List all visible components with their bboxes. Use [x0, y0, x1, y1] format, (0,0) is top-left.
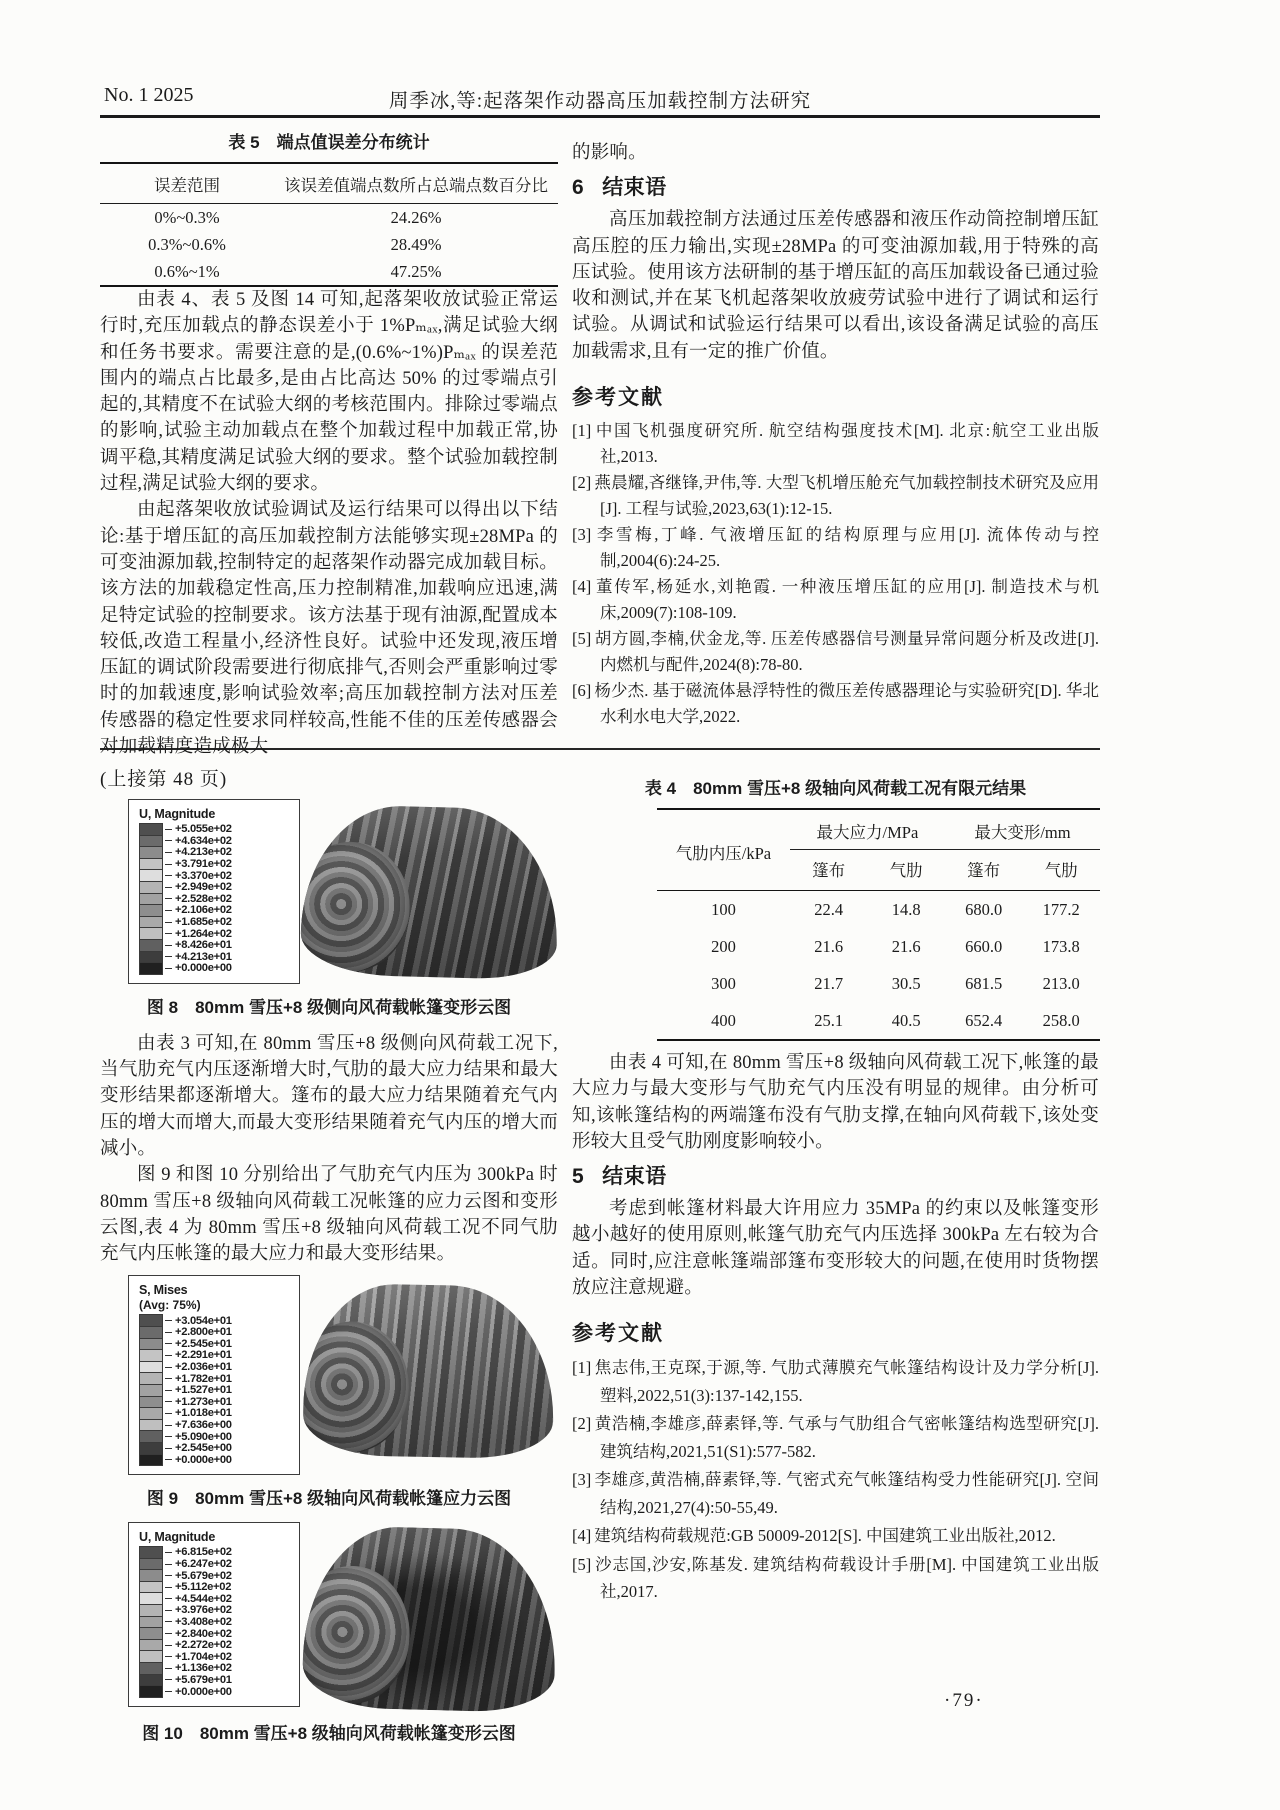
- table-row: [657, 965, 1100, 1002]
- figure8: [100, 799, 558, 984]
- legend-value: +2.545e+01: [175, 1337, 232, 1350]
- continued-from-note: (上接第 48 页): [100, 769, 228, 790]
- reference-text: 焦志伟,王克琛,于源,等. 气肋式薄膜充气帐篷结构设计及力学分析[J]. 塑料,2022,51(3):137-142,155.: [594, 1358, 1099, 1405]
- legend-tick: [165, 922, 172, 923]
- reference-item: [572, 470, 1099, 522]
- legend-value: +6.247e+02: [175, 1558, 232, 1570]
- legend-value: +1.527e+01: [175, 1384, 232, 1397]
- running-title: 周季冰,等:起落架作动器高压加载控制方法研究: [388, 91, 812, 112]
- legend-tick: [165, 1436, 172, 1437]
- legend-value: +3.370e+02: [175, 869, 232, 882]
- paragraph: 图 9 和图 10 分别给出了气肋充气内压为 300kPa 时 80mm 雪压+8 级轴向风荷载工况帐篷的应力云图和变形云图,表 4 为 80mm 雪压+8 级轴向风荷载工况不同气肋充气内压帐篷的最大应力和最大变形结果。: [100, 1165, 558, 1265]
- reference-item: [572, 1354, 1099, 1409]
- carryover-line: 的影响。: [572, 143, 647, 163]
- figure10-caption: 图 10 80mm 雪压+8 级轴向风荷载帐篷变形云图: [142, 1724, 516, 1744]
- legend-tick: [165, 956, 172, 957]
- percentage-cell: 47.25%: [390, 261, 442, 281]
- reference-label: [1]: [572, 421, 592, 441]
- legend-value: +4.213e+01: [175, 950, 232, 963]
- header-rule: [100, 115, 1100, 118]
- legend-value: +1.264e+02: [175, 927, 232, 940]
- reference-label: [3]: [572, 1470, 592, 1490]
- legend-tick: [165, 1425, 172, 1426]
- legend-tick: [165, 1679, 172, 1680]
- reference-list: [572, 418, 1099, 730]
- legend-value: +8.426e+01: [175, 939, 232, 952]
- reference-label: [1]: [572, 1358, 592, 1378]
- legend-tick: [165, 898, 172, 899]
- pressure-cell: 300: [711, 973, 736, 993]
- legend-tick: [165, 829, 172, 830]
- legend-tick: [165, 1691, 172, 1692]
- pressure-cell: 400: [711, 1010, 736, 1030]
- legend-tick: [165, 1621, 172, 1622]
- pressure-cell: 100: [711, 899, 736, 919]
- legend-value: +3.408e+02: [175, 1615, 232, 1628]
- error-range-cell: 0.6%~1%: [154, 261, 220, 281]
- figure8-legend: [128, 799, 300, 984]
- reference-label: [4]: [572, 1526, 592, 1546]
- legend-value: +4.213e+02: [175, 846, 232, 859]
- legend-value: +3.791e+02: [175, 858, 232, 871]
- reference-label: [5]: [572, 629, 592, 649]
- paragraph: 考虑到帐篷材料最大许用应力 35MPa 的约束以及帐篷变形越小越好的使用原则,帐篷气肋充气内压选择 300kPa 左右较为合适。同时,应注意帐篷端部篷布变形较大的问题,在使用时货物摆放应注意规避。: [572, 1199, 1099, 1299]
- legend-value: +2.036e+01: [175, 1361, 232, 1374]
- legend-value: +2.840e+02: [175, 1627, 232, 1640]
- reference-item: [572, 678, 1099, 730]
- figure9: [100, 1275, 558, 1475]
- reference-text: 董传军,杨延水,刘艳霞. 一种液压增压缸的应用[J]. 制造技术与机床,2009(7):108-109.: [594, 577, 1099, 623]
- reference-text: 中国飞机强度研究所. 航空结构强度技术[M]. 北京:航空工业出版社,2013.: [594, 421, 1099, 467]
- subheader-canvas: 篷布: [945, 850, 1023, 891]
- table5-header-error-range: 误差范围: [100, 163, 274, 204]
- legend-entry: [139, 1454, 293, 1467]
- reference-text: 黄浩楠,李雄彦,薛素铎,等. 气承与气肋组合气密帐篷结构选型研究[J]. 建筑结构,2021,51(S1):577-582.: [594, 1414, 1099, 1461]
- reference-item: [572, 1466, 1099, 1521]
- journal-issue: No. 1 2025: [104, 84, 194, 106]
- reference-text: 李雄彦,黄浩楠,薛素铎,等. 气密式充气帐篷结构受力性能研究[J]. 空间结构,2021,27(4):50-55,49.: [594, 1470, 1099, 1517]
- table4: [657, 808, 1100, 1041]
- table5-caption: 表 5 端点值误差分布统计: [228, 133, 430, 152]
- references-heading: 参考文献: [572, 1322, 664, 1346]
- table-row: [657, 891, 1100, 929]
- stress-canvas-cell: 21.7: [814, 973, 844, 993]
- legend-tick: [165, 1552, 172, 1553]
- legend-tick: [165, 1320, 172, 1321]
- legend-tick: [165, 945, 172, 946]
- reference-text: 建筑结构荷载规范:GB 50009-2012[S]. 中国建筑工业出版社,2012.: [594, 1526, 1056, 1546]
- figure9-tent-contour-image: [303, 1283, 556, 1459]
- deformation-rib-cell: 177.2: [1042, 899, 1080, 919]
- reference-item: [572, 1522, 1099, 1550]
- reference-list: [572, 1354, 1099, 1606]
- stress-canvas-cell: 21.6: [814, 936, 844, 956]
- section-number: 5: [572, 1165, 585, 1189]
- legend-tick: [165, 1656, 172, 1657]
- legend-tick: [165, 1343, 172, 1344]
- reference-text: 胡方圆,李楠,伏金龙,等. 压差传感器信号测量异常问题分析及改进[J]. 内燃机与配件,2024(8):78-80.: [594, 629, 1099, 675]
- section-5-heading: [572, 1160, 1099, 1190]
- legend-tick: [165, 933, 172, 934]
- deformation-rib-cell: 173.8: [1042, 936, 1080, 956]
- legend-subtitle: (Avg: 75%): [139, 1298, 201, 1313]
- legend-value: +4.634e+02: [175, 834, 232, 847]
- right-column-top: [572, 140, 1099, 730]
- percentage-cell: 28.49%: [390, 234, 442, 254]
- legend-tick: [165, 1413, 172, 1414]
- legend-value: +2.291e+01: [175, 1349, 232, 1362]
- legend-tick: [165, 1587, 172, 1588]
- page-number: ·79·: [944, 1690, 984, 1711]
- legend-entry: [139, 1685, 293, 1698]
- legend-tick: [165, 1575, 172, 1576]
- figure9-legend: [128, 1275, 300, 1475]
- legend-color-swatch: [139, 962, 163, 975]
- table4-header-max-deformation: 最大变形/mm: [945, 809, 1100, 850]
- legend-tick: [165, 864, 172, 865]
- reference-label: [2]: [572, 473, 592, 493]
- legend-tick: [165, 1401, 172, 1402]
- table-row: [657, 928, 1100, 965]
- error-range-cell: 0%~0.3%: [154, 207, 220, 227]
- legend-tick: [165, 968, 172, 969]
- deformation-canvas-cell: 660.0: [965, 936, 1003, 956]
- legend-title: S, Mises: [139, 1283, 188, 1298]
- legend-tick: [165, 840, 172, 841]
- legend-tick: [165, 1564, 172, 1565]
- stress-rib-cell: 14.8: [891, 899, 921, 919]
- legend-value: +2.528e+02: [175, 892, 232, 905]
- legend-value: +0.000e+00: [175, 1685, 232, 1698]
- paragraph: 高压加载控制方法通过压差传感器和液压作动筒控制增压缸高压腔的压力输出,实现±28MPa 的可变油源加载,用于特殊的高压试验。使用该方法研制的基于增压缸的高压加载设备已通过验收和测试,并在某飞机起落架收放疲劳试验中进行了调试和运行试验。从调试和试验运行结果可以看出,该设备满足试验的高压加载需求,且有一定的推广价值。: [572, 210, 1099, 362]
- legend-tick: [165, 1367, 172, 1368]
- legend-value: +1.018e+01: [175, 1407, 232, 1420]
- legend-value: +3.976e+02: [175, 1604, 232, 1617]
- legend-color-swatch: [139, 1685, 163, 1698]
- legend-value: +0.000e+00: [175, 962, 232, 975]
- subheader-rib: 气肋: [867, 850, 945, 891]
- legend-value: +5.679e+02: [175, 1569, 232, 1582]
- legend-tick: [165, 1332, 172, 1333]
- reference-text: 杨少杰. 基于磁流体悬浮特性的微压差传感器理论与实验研究[D]. 华北水利水电大学,2022.: [594, 681, 1099, 727]
- left-column-bottom: [100, 762, 558, 1744]
- stress-canvas-cell: 25.1: [814, 1010, 844, 1030]
- legend-value: +6.815e+02: [175, 1546, 232, 1559]
- deformation-rib-cell: 213.0: [1042, 973, 1080, 993]
- legend-value: +1.685e+02: [175, 916, 232, 929]
- figure8-caption: 图 8 80mm 雪压+8 级侧向风荷载帐篷变形云图: [146, 997, 512, 1017]
- reference-item: [572, 522, 1099, 574]
- paragraph: 由表 4 可知,在 80mm 雪压+8 级轴向风荷载工况下,帐篷的最大应力与最大变形与气肋充气内压没有明显的规律。由分析可知,该帐篷结构的两端篷布没有气肋支撑,在轴向风荷载下,该处变形较大且受气肋刚度影响较小。: [572, 1053, 1099, 1152]
- section-title: 结束语: [602, 1165, 667, 1189]
- deformation-canvas-cell: 681.5: [965, 973, 1003, 993]
- paragraph: 由表 4、表 5 及图 14 可知,起落架收放试验正常运行时,充压加载点的静态误差小于 1%Pₘₐₓ,满足试验大纲和任务书要求。需要注意的是,(0.6%~1%)Pₘₐₓ 的误差范围内的端点占比最多,是由占比高达 50% 的过零端点引起的,其精度不在试验大纲的考核范围内。排除过零端点的影响,试验主动加载点在整个加载过程中加载正常,协调平稳,其精度满足试验大纲的要求。整个试验加载控制过程,满足试验大纲的要求。: [100, 290, 558, 495]
- legend-value: +7.636e+00: [175, 1419, 232, 1432]
- legend-tick: [165, 1459, 172, 1460]
- figure10-legend: [128, 1522, 300, 1707]
- table5: [100, 162, 558, 287]
- legend-value: +1.704e+02: [175, 1650, 232, 1663]
- legend-tick: [165, 1633, 172, 1634]
- legend-tick: [165, 1378, 172, 1379]
- reference-item: [572, 1551, 1099, 1606]
- legend-value: +5.090e+00: [175, 1430, 232, 1443]
- section-number: 6: [572, 176, 585, 200]
- subheader-canvas: 篷布: [790, 850, 868, 891]
- paragraph: 由起落架收放试验调试及运行结果可以得出以下结论:基于增压缸的高压加载控制方法能够实现±28MPa 的可变油源加载,控制特定的起落架作动器完成加载目标。该方法的加载稳定性高,压力控制精准,加载响应迅速,满足特定试验的控制要求。该方法基于现有油源,配置成本较低,改造工程量小,经济性良好。试验中还发现,液压增压缸的调试阶段需要进行彻底排气,否则会严重影响过零时的加载速度,影响试验效率;高压加载控制方法对压差传感器的稳定性要求同样较高,性能不佳的压差传感器会对加载精度造成极大: [100, 500, 558, 758]
- legend-value: +2.545e+00: [175, 1442, 232, 1455]
- legend-value: +4.544e+02: [175, 1592, 232, 1605]
- legend-value: +5.055e+02: [175, 823, 232, 836]
- percentage-cell: 24.26%: [390, 207, 442, 227]
- legend-value: +2.272e+02: [175, 1639, 232, 1652]
- legend-value: +2.106e+02: [175, 904, 232, 917]
- legend-tick: [165, 887, 172, 888]
- legend-value: +3.054e+01: [175, 1314, 232, 1327]
- deformation-canvas-cell: 652.4: [965, 1010, 1003, 1030]
- legend-value: +5.112e+02: [175, 1581, 232, 1594]
- legend-tick: [165, 1355, 172, 1356]
- legend-value: +2.800e+01: [175, 1326, 232, 1339]
- reference-item: [572, 574, 1099, 626]
- deformation-canvas-cell: 680.0: [965, 899, 1003, 919]
- reference-item: [572, 1410, 1099, 1465]
- legend-tick: [165, 1598, 172, 1599]
- references-heading: 参考文献: [572, 386, 664, 410]
- table5-header-percentage: 该误差值端点数所占总端点数百分比: [274, 163, 558, 204]
- legend-title: U, Magnitude: [139, 1530, 216, 1545]
- table4-header-pressure: 气肋内压/kPa: [657, 809, 790, 891]
- subheader-rib: 气肋: [1022, 850, 1100, 891]
- paragraph: 由表 3 可知,在 80mm 雪压+8 级侧向风荷载工况下,当气肋充气内压逐渐增大时,气肋的最大应力结果和最大变形结果都逐渐增大。篷布的最大应力结果随着充气内压的增大而增大,而最大变形结果随着充气内压的增大而减小。: [100, 1033, 558, 1159]
- legend-tick: [165, 852, 172, 853]
- table-row: [100, 204, 558, 232]
- stress-canvas-cell: 22.4: [814, 899, 844, 919]
- table-row: [100, 231, 558, 258]
- legend-value: +1.136e+02: [175, 1662, 232, 1675]
- reference-label: [4]: [572, 577, 592, 597]
- legend-tick: [165, 1668, 172, 1669]
- reference-label: [2]: [572, 1414, 592, 1434]
- deformation-rib-cell: 258.0: [1042, 1010, 1080, 1030]
- figure10: [100, 1522, 558, 1710]
- reference-item: [572, 418, 1099, 470]
- figure8-tent-contour-image: [300, 804, 560, 981]
- legend-tick: [165, 875, 172, 876]
- section-title: 结束语: [602, 176, 667, 200]
- reference-text: 燕晨耀,吝继锋,尹伟,等. 大型飞机增压舱充气加载控制技术研究及应用[J]. 工程与试验,2023,63(1):12-15.: [594, 473, 1099, 519]
- stress-rib-cell: 40.5: [891, 1010, 921, 1030]
- table4-caption: 表 4 80mm 雪压+8 级轴向风荷载工况有限元结果: [644, 779, 1027, 798]
- stress-rib-cell: 30.5: [891, 973, 921, 993]
- legend-color-swatch: [139, 1454, 163, 1467]
- reference-label: [3]: [572, 525, 592, 545]
- legend-value: +0.000e+00: [175, 1453, 232, 1466]
- legend-tick: [165, 1448, 172, 1449]
- error-range-cell: 0.3%~0.6%: [148, 234, 226, 254]
- table5-header-row: [100, 163, 558, 204]
- legend-title: U, Magnitude: [139, 807, 216, 821]
- right-column-bottom: [572, 772, 1099, 1607]
- stress-rib-cell: 21.6: [891, 936, 921, 956]
- left-column-top: [100, 126, 558, 760]
- reference-text: 沙志国,沙安,陈基发. 建筑结构荷载设计手册[M]. 中国建筑工业出版社,2017.: [594, 1554, 1099, 1602]
- legend-tick: [165, 910, 172, 911]
- legend-tick: [165, 1390, 172, 1391]
- legend-entry: [139, 962, 293, 975]
- legend-value: +2.949e+02: [175, 881, 232, 894]
- legend-value: +1.782e+01: [175, 1372, 232, 1385]
- pressure-cell: 200: [711, 936, 736, 956]
- legend-tick: [165, 1610, 172, 1611]
- table-row: [657, 1002, 1100, 1040]
- table4-group-header-row: [657, 809, 1100, 850]
- reference-label: [6]: [572, 681, 592, 701]
- section-6-heading: [572, 171, 1099, 201]
- reference-item: [572, 626, 1099, 678]
- table-row: [100, 258, 558, 286]
- reference-label: [5]: [572, 1554, 592, 1574]
- legend-value: +5.679e+01: [175, 1673, 232, 1686]
- legend-value: +1.273e+01: [175, 1395, 232, 1408]
- figure10-tent-contour-image: [302, 1525, 559, 1714]
- figure9-caption: 图 9 80mm 雪压+8 级轴向风荷载帐篷应力云图: [146, 1489, 512, 1509]
- legend-tick: [165, 1645, 172, 1646]
- table4-header-max-stress: 最大应力/MPa: [790, 809, 945, 850]
- reference-text: 李雪梅,丁峰. 气液增压缸的结构原理与应用[J]. 流体传动与控制,2004(6):24-25.: [594, 525, 1099, 571]
